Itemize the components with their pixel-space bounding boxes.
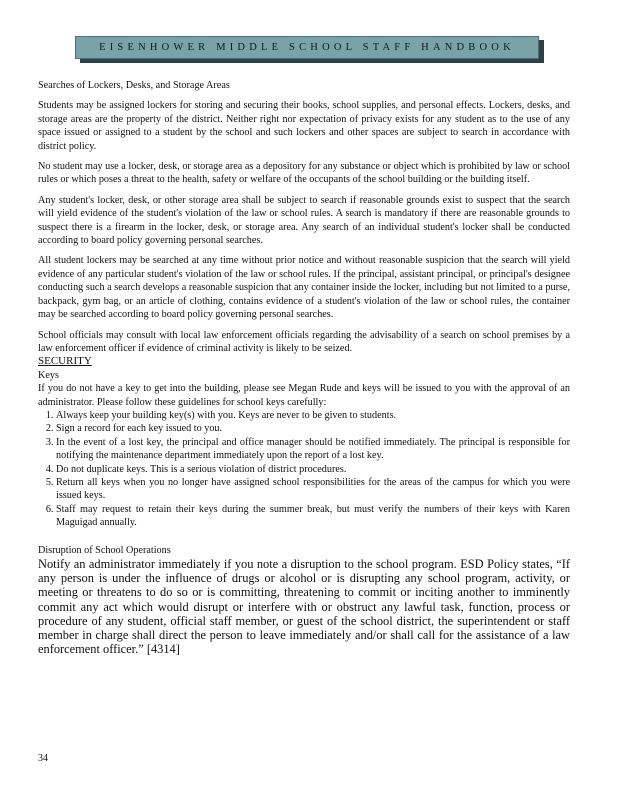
page-number: 34 [38, 753, 48, 764]
keys-list [38, 409, 570, 530]
keys-title: Keys [38, 369, 59, 381]
searches-paragraph-5: School officials may consult with local law enforcement officials regarding the advisability of a search on school premises by a law enforcement officer if evidence of criminal activity is likely to be seized. [38, 329, 570, 354]
searches-paragraph-2: No student may use a locker, desk, or storage area as a depository for any substance or object which is prohibited by law or school rules or which poses a threat to the health, safety or welfare of the occupants of the school building or the building itself. [38, 161, 570, 186]
disruption-title: Disruption of School Operations [38, 544, 171, 556]
disruption-text: Notify an administrator immediately if you note a disruption to the school program. ESD Policy states, “If any person is under the influence of drugs or alcohol or is disrupting any school program, activity, or meeting or threatens to do so or is committing, threatening to commit or inciting another to imminently commit any act which would disrupt or interfere with or obstruct any lawful task, function, process or procedure of any student, official staff member, or guest of the school district, the superintendent or staff member in charge shall direct the person to leave immediately and/or shall call for the assistance of a law enforcement officer.” [4314] [38, 557, 570, 657]
searches-title: Searches of Lockers, Desks, and Storage Areas [38, 80, 230, 91]
security-title: SECURITY [38, 355, 92, 368]
keys-item-3: 3. In the event of a lost key, the principal and office manager should be notified immediately. The principal is responsible for notifying the maintenance department immediately upon the report of a lost key. [56, 436, 570, 463]
keys-item-6: 6. Staff may request to retain their keys during the summer break, but must verify the numbers of their keys with Karen Maguigad annually. [56, 503, 570, 530]
handbook-title: EISENHOWER MIDDLE SCHOOL STAFF HANDBOOK [99, 42, 515, 53]
searches-paragraph-3: Any student's locker, desk, or other storage area shall be subject to search if reasonable grounds exist to suspect that the search will yield evidence of the student's violation of the law or school rules. A search is mandatory if there are reasonable grounds to suspect there is a firearm in the locker, desk, or storage area. Any search of an individual student's locker shall be conducted according to board policy governing personal searches. [38, 194, 570, 247]
handbook-header [75, 36, 539, 59]
page-content [38, 79, 570, 656]
keys-item-1: 1. Always keep your building key(s) with you. Keys are never to be given to students. [56, 409, 570, 422]
searches-paragraph-4: All student lockers may be searched at any time without prior notice and without reasonable suspicion that the search will yield evidence of any particular student's violation of the law or school rules. If the principal, assistant principal, or principal's designee conducting such a search develops a reasonable suspicion that any container inside the locker, including but not limited to a purse, backpack, gym bag, or an article of clothing, contains evidence of a student's violation of the law or school rules, the container may be searched according to board policy governing personal searches. [38, 255, 570, 321]
keys-item-5: 5. Return all keys when you no longer have assigned school responsibilities for the areas of the campus for which you were issued keys. [56, 476, 570, 503]
keys-intro: If you do not have a key to get into the building, please see Megan Rude and keys will be issued to you with the approval of an administrator. Please follow these guidelines for school keys carefully: [38, 383, 570, 408]
searches-paragraph-1: Students may be assigned lockers for storing and securing their books, school supplies, and personal effects. Lockers, desks, and storage areas are the property of the district. Neither right nor expectation of privacy exists for any student as to the use of any space issued or assigned to a student by the school and such lockers and other spaces are subject to search in accordance with district policy. [38, 100, 570, 152]
keys-item-4: 4. Do not duplicate keys. This is a serious violation of district procedures. [56, 463, 570, 476]
keys-item-2: 2. Sign a record for each key issued to you. [56, 422, 570, 435]
